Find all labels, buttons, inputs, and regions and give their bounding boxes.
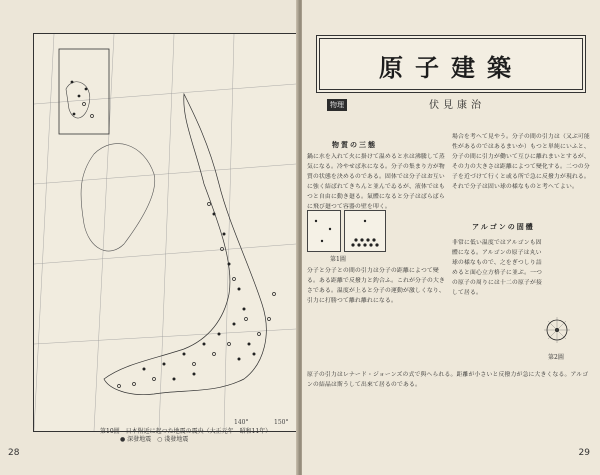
figure1-right [344, 210, 386, 252]
map-graphic [34, 34, 296, 431]
map-legend: ● 深發地震 ○ 淺發地震 [120, 436, 189, 443]
section1-text-continued: 分子と分子との間の引力は分子の距離によつて變る。ある距離で反撥力と釣合ふ。これが分子の大きさである。温度が上ると分子の運動が激しくなり、引力に打勝つて離れ離れになる。 [307, 268, 446, 304]
author-name: 伏見康治 [429, 100, 485, 111]
section2-text: 非常に低い温度ではアルゴンも固體になる。アルゴンの原子は丸い球の様なもので、之をぎつしり詰めると面心立方格子に並ぶ。一つの原子の周りには十二の原子が接して居る。 [452, 240, 543, 296]
map-label-150: 150° [274, 419, 289, 426]
continent-coast [81, 144, 155, 251]
deep-quake-dots [71, 81, 256, 381]
figure2-argon-atom [542, 315, 572, 345]
page-number-right: 29 [578, 448, 590, 458]
figure1-gas [308, 211, 340, 251]
japan-coast [104, 94, 266, 395]
map-grid [34, 34, 296, 431]
map-label-140: 140° [234, 419, 249, 426]
left-page [0, 0, 298, 475]
right-page [302, 0, 600, 475]
section1-text: 鍋に水を入れて火に掛けて温めると水は沸騰して蒸気になる。冷やせば氷になる。分子の集まり方が物質の状態を決めるのである。固体では分子はお互いに強く結ばれてきちんと並んでゐるが、液体ではもつと自由に動き廻る。氣體になると分子はばらばらに飛び廻つて容器の壁を叩く。 [307, 154, 445, 210]
section-heading-states: 物質の三態 [332, 140, 377, 149]
caption-line: 第10圖 日本附近に起つた地震の震央（大正元年—昭和11年） [100, 428, 272, 435]
category-tag: 物理 [327, 99, 347, 111]
map-caption [100, 428, 271, 444]
article-title: 原子建築 [379, 53, 523, 82]
title-box [316, 35, 586, 93]
section-heading-argon: アルゴンの固體 [472, 222, 535, 231]
figure1-solid [345, 211, 385, 251]
figure1-caption: 第1圖 [330, 256, 346, 263]
earthquake-map [33, 33, 297, 432]
shallow-quake-dots [83, 103, 276, 388]
bottom-text: 原子の引力はレナード・ジョーンズの式で與へられる。距離が小さいと反撥力が急に大きくなる。アルゴンの結晶は斯うして出來て居るのである。 [307, 372, 589, 388]
figure2-caption: 第2圖 [548, 354, 564, 361]
figure2-graphic [542, 315, 572, 345]
page-number-left: 28 [8, 448, 20, 458]
upper-right-text: 場合を考へて見やう。分子の間の引力は（又ぶ可能性があるのではあるまいか）もつと単純にいふと、分子の間に引力が働いて互ひに離れまいとするが、その力の大きさは距離によつて變化する。二つの分子を近づけて行くと或る所で急に反撥力が現れる。それで分子は固い球の様なものと考へてよい。 [452, 134, 590, 190]
figure1-left [307, 210, 341, 252]
